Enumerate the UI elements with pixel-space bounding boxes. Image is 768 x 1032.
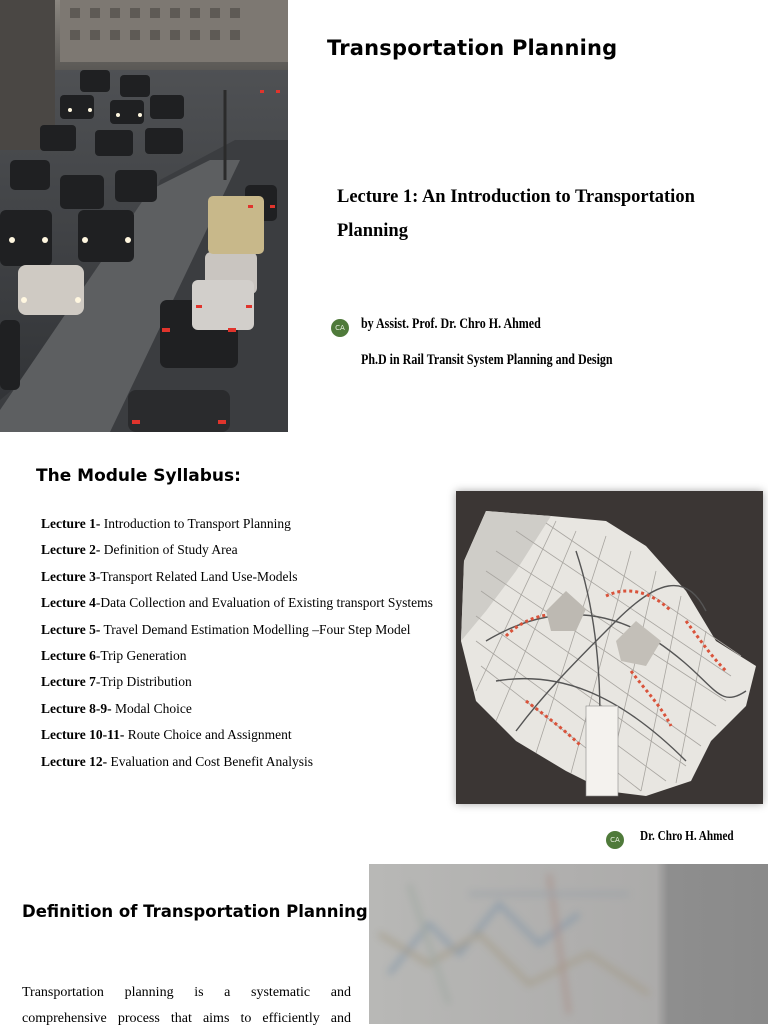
footer-author-name: Dr. Chro H. Ahmed xyxy=(640,829,734,844)
city-map-image xyxy=(456,491,763,804)
lecture-number: Lecture 8-9- xyxy=(41,700,112,716)
traffic-photo xyxy=(0,0,288,432)
syllabus-list xyxy=(41,515,433,779)
lecture-topic: -Trip Distribution xyxy=(95,674,192,690)
list-item xyxy=(41,673,433,699)
lecture-heading: Lecture 1: An Introduction to Transportation Planning xyxy=(337,187,695,241)
lecture-number: Lecture 6 xyxy=(41,647,96,663)
author-line: by Assist. Prof. Dr. Chro H. Ahmed xyxy=(361,316,541,332)
lecture-number: Lecture 1- xyxy=(41,516,101,531)
degree-line: Ph.D in Rail Transit System Planning and Design xyxy=(361,352,613,368)
list-item xyxy=(41,515,433,541)
lecture-topic: Travel Demand Estimation Modelling –Four Step Model xyxy=(100,621,411,637)
lecture-number: Lecture 7 xyxy=(41,674,96,690)
lecture-number: Lecture 12- xyxy=(41,753,108,769)
blurred-map-illustration xyxy=(369,864,768,1024)
lecture-topic: Definition of Study Area xyxy=(100,542,238,558)
lecture-number: Lecture 10-11- xyxy=(41,727,125,743)
list-item xyxy=(41,700,433,726)
city-map-illustration xyxy=(456,491,763,804)
lecture-number: Lecture 5- xyxy=(41,621,101,637)
list-item xyxy=(41,621,433,647)
list-item xyxy=(41,568,433,594)
slide-title: Transportation Planning xyxy=(327,36,618,60)
lecture-topic: -Data Collection and Evaluation of Existing transport Systems xyxy=(95,595,433,611)
list-item xyxy=(41,594,433,620)
definition-title: Definition of Transportation Planning xyxy=(22,902,368,921)
lecture-topic: -Transport Related Land Use-Models xyxy=(95,568,298,584)
lecture-number: Lecture 3 xyxy=(41,568,96,584)
lecture-topic: -Trip Generation xyxy=(95,647,187,663)
list-item xyxy=(41,541,433,567)
lecture-number: Lecture 2- xyxy=(41,542,101,558)
lecture-topic: Route Choice and Assignment xyxy=(124,727,292,743)
ca-logo-badge: CA xyxy=(331,319,349,337)
ca-logo-badge: CA xyxy=(606,831,624,849)
blurred-map-image xyxy=(369,864,768,1024)
traffic-illustration xyxy=(0,0,288,432)
lecture-topic: Evaluation and Cost Benefit Analysis xyxy=(107,753,313,769)
list-item xyxy=(41,726,433,752)
list-item xyxy=(41,753,433,779)
list-item xyxy=(41,647,433,673)
syllabus-title: The Module Syllabus: xyxy=(36,466,241,486)
definition-body: Transportation planning is a systematic and comprehensive process that aims to efficiently and xyxy=(22,985,351,1026)
lecture-topic: Modal Choice xyxy=(111,700,192,716)
lecture-number: Lecture 4 xyxy=(41,595,96,611)
lecture-topic: Introduction to Transport Planning xyxy=(100,516,291,531)
